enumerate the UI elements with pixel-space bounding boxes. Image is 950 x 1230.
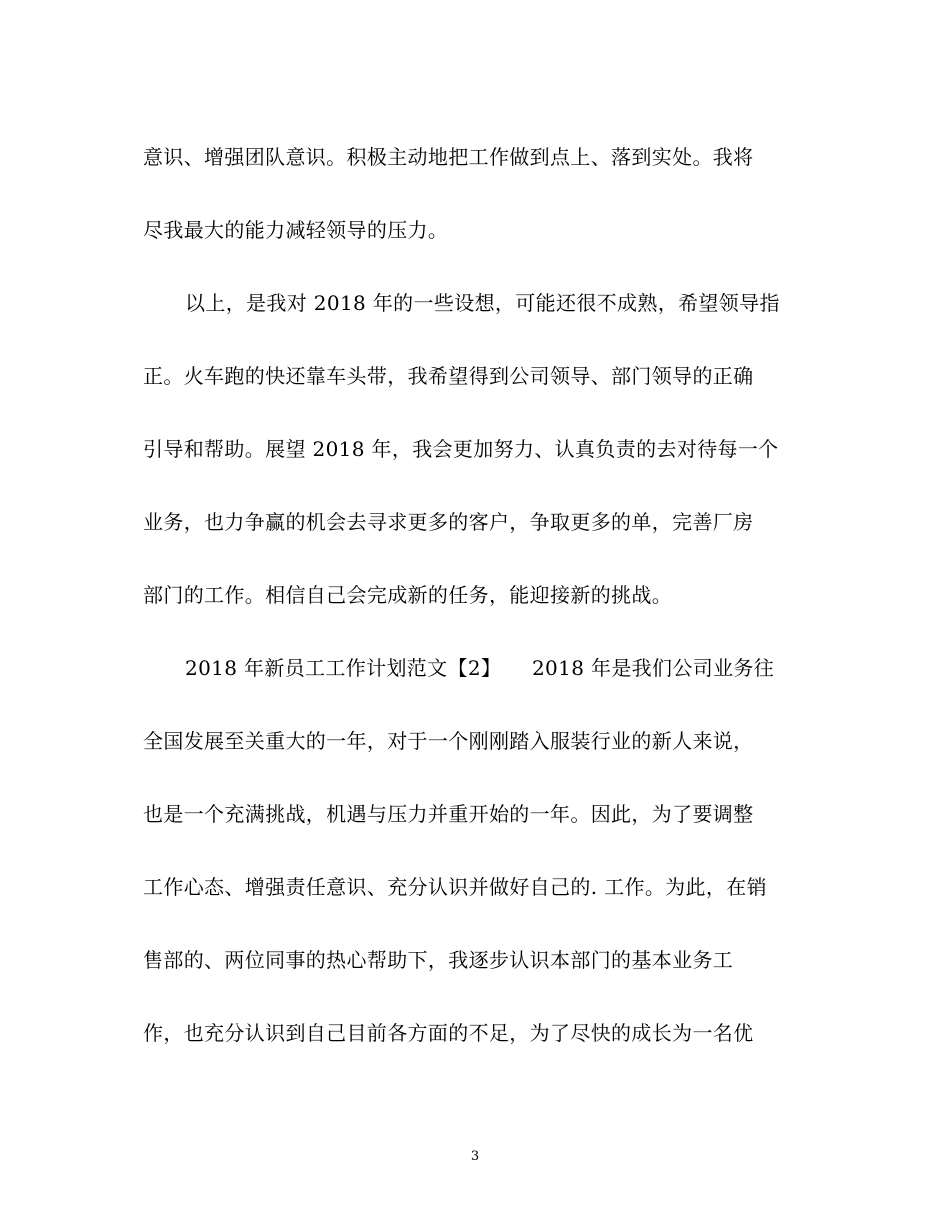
text-line: 部门的工作。相信自己会完成新的任务，能迎接新的挑战。 <box>143 583 673 607</box>
text-line: 作，也充分认识到自己目前各方面的不足，为了尽快的成长为一名优 <box>143 1021 754 1045</box>
text-line: 也是一个充满挑战，机遇与压力并重开始的一年。因此，为了要调整 <box>143 802 754 826</box>
text-line: 尽我最大的能力减轻领导的压力。 <box>143 218 449 242</box>
section-heading-line: 2018 年新员工工作计划范文【2】 2018 年是我们公司业务往 <box>185 656 775 680</box>
text-line: 意识、增强团队意识。积极主动地把工作做到点上、落到实处。我将 <box>143 145 754 169</box>
text-line: 业务，也力争赢的机会去寻求更多的客户，争取更多的单，完善厂房 <box>143 510 754 534</box>
text-line: 正。火车跑的快还靠车头带，我希望得到公司领导、部门领导的正确 <box>143 364 754 388</box>
page-number: 3 <box>470 1149 480 1164</box>
text-line: 售部的、两位同事的热心帮助下，我逐步认识本部门的基本业务工 <box>143 948 734 972</box>
paragraph-start-line: 以上，是我对 2018 年的一些设想，可能还很不成熟，希望领导指 <box>185 291 780 315</box>
text-line: 工作心态、增强责任意识、充分认识并做好自己的. 工作。为此，在销 <box>143 875 767 899</box>
text-line: 引导和帮助。展望 2018 年，我会更加努力、认真负责的去对待每一个 <box>143 437 779 461</box>
text-line: 全国发展至关重大的一年，对于一个刚刚踏入服装行业的新人来说， <box>143 729 754 753</box>
